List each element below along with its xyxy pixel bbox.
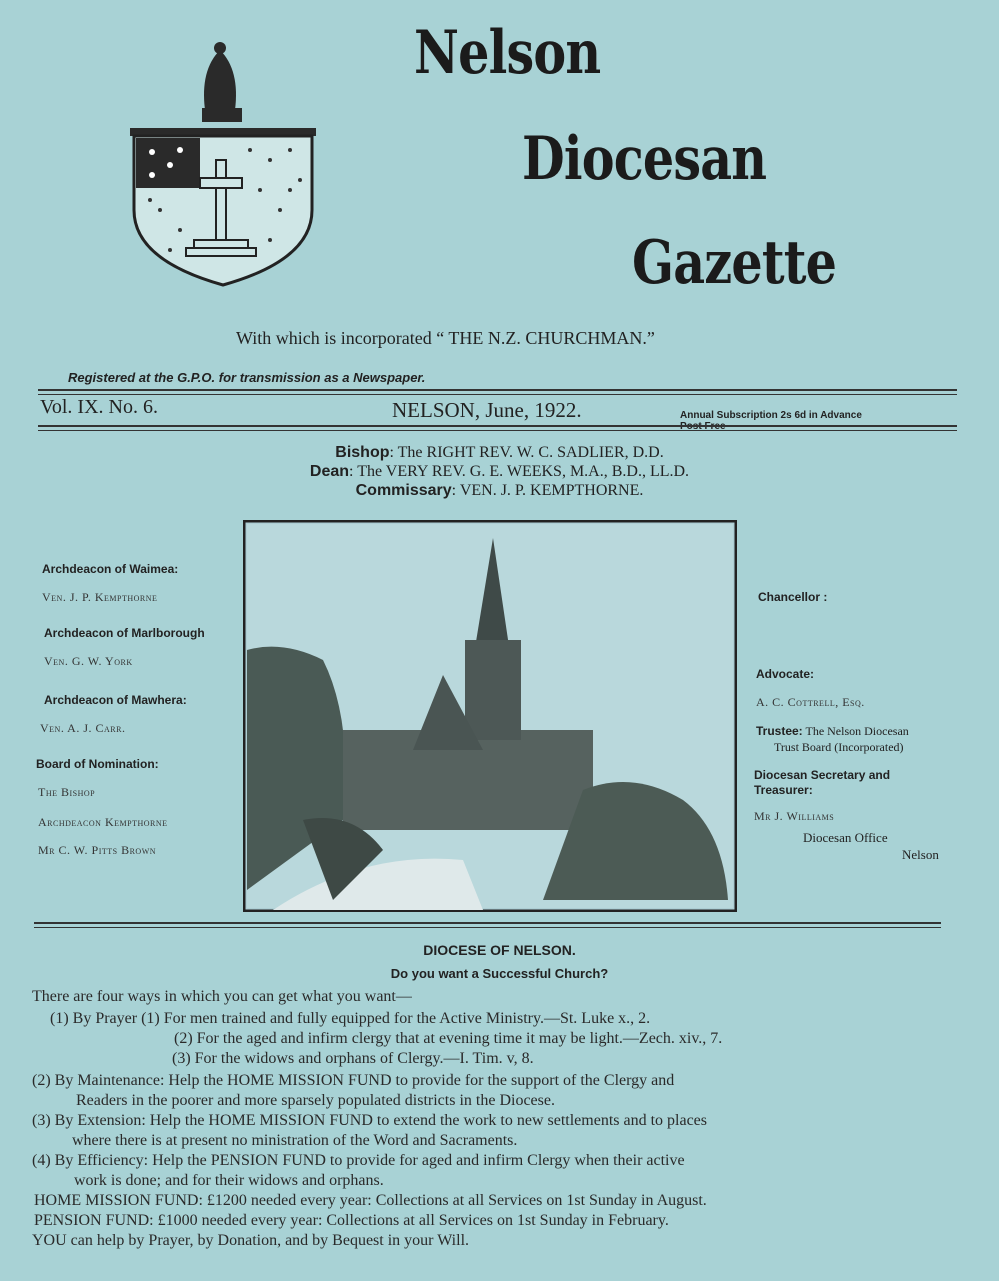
office: Diocesan Office — [803, 830, 888, 845]
name: Ven. G. W. York — [44, 654, 133, 668]
article-line: HOME MISSION FUND: £1200 needed every year: Collections at all Services on 1st Sunday in August. — [34, 1192, 707, 1209]
officer-name: The RIGHT REV. W. C. SADLIER, D.D. — [397, 444, 664, 461]
officers-block — [0, 443, 999, 500]
article-line: (3) For the widows and orphans of Clergy.—I. Tim. v, 8. — [172, 1050, 534, 1067]
name: Ven. J. P. Kempthorne — [42, 590, 158, 604]
article-line: where there is at present no ministration of the Word and Sacraments. — [72, 1132, 518, 1149]
article-line: There are four ways in which you can get what you want— — [32, 988, 412, 1005]
divider — [38, 389, 957, 395]
article-subheading: Do you want a Successful Church? — [390, 966, 609, 981]
article-line: (2) By Maintenance: Help the HOME MISSION FUND to provide for the support of the Clergy and — [32, 1072, 675, 1089]
divider — [34, 922, 941, 928]
label-trustee: Trustee: — [756, 724, 803, 738]
officer-name: VEN. J. P. KEMPTHORNE. — [459, 482, 644, 499]
incorporated-note: With which is incorporated “ THE N.Z. CHURCHMAN.” — [236, 328, 655, 348]
officer-name: The VERY REV. G. E. WEEKS, M.A., B.D., LL.D. — [357, 463, 690, 480]
article-line: (2) For the aged and infirm clergy that at evening time it may be light.—Zech. xiv., 7. — [174, 1030, 723, 1047]
label-archdeacon-waimea: Archdeacon of Waimea: — [42, 562, 179, 576]
label-archdeacon-mawhera: Archdeacon of Mawhera: — [44, 693, 187, 707]
title-line-2: Diocesan — [522, 124, 767, 194]
subscription: Annual Subscription 2s 6d in Advance — [680, 410, 862, 421]
article-line: (3) By Extension: Help the HOME MISSION FUND to extend the work to new settlements and to places — [32, 1112, 708, 1129]
article-line: (1) By Prayer (1) For men trained and fully equipped for the Active Ministry.—St. Luke x., 2. — [50, 1010, 651, 1027]
divider — [38, 425, 957, 431]
officer-bishop: Bishop: The RIGHT REV. W. C. SADLIER, D.D. — [335, 444, 664, 461]
trustee-name: The Nelson Diocesan — [805, 724, 909, 738]
title-line-1: Nelson — [414, 18, 601, 88]
article-line: Readers in the poorer and more sparsely populated districts in the Diocese. — [76, 1092, 555, 1109]
label-secretary: Diocesan Secretary and — [754, 768, 891, 782]
name: Mr C. W. Pitts Brown — [38, 843, 157, 857]
label-board-of-nomination: Board of Nomination: — [36, 757, 159, 771]
label-chancellor: Chancellor : — [758, 590, 828, 604]
dateline: NELSON, June, 1922. — [392, 398, 582, 422]
trustee — [756, 724, 909, 739]
label-advocate: Advocate: — [756, 667, 815, 681]
secretary-name: Mr J. Williams — [754, 809, 835, 823]
trustee-name-2: Trust Board (Incorporated) — [774, 740, 904, 754]
officer-role: Commissary — [355, 482, 452, 499]
article-line: (4) By Efficiency: Help the PENSION FUND to provide for aged and infirm Clergy when their active — [32, 1152, 685, 1169]
name: Archdeacon Kempthorne — [38, 815, 168, 829]
registered-note: Registered at the G.P.O. for transmission as a Newspaper. — [68, 370, 426, 385]
officer-dean: Dean: The VERY REV. G. E. WEEKS, M.A., B.D., LL.D. — [309, 463, 690, 480]
article-line: PENSION FUND: £1000 needed every year: Collections at all Services on 1st Sunday in February. — [34, 1212, 669, 1229]
advocate-name: A. C. Cottrell, Esq. — [756, 695, 865, 709]
officer-role: Bishop — [335, 444, 390, 461]
name: The Bishop — [38, 785, 96, 799]
post-free: Post Free — [680, 421, 726, 432]
office-place: Nelson — [902, 847, 939, 862]
article-line: YOU can help by Prayer, by Donation, and by Bequest in your Will. — [32, 1232, 470, 1249]
volume-number: Vol. IX. No. 6. — [40, 396, 158, 418]
label-archdeacon-marlborough: Archdeacon of Marlborough — [44, 626, 205, 640]
label-treasurer: Treasurer: — [754, 783, 813, 797]
title-line-3: Gazette — [632, 228, 837, 298]
diocesan-crest-icon — [130, 40, 316, 288]
name: Ven. A. J. Carr. — [40, 721, 126, 735]
officer-commissary: Commissary: VEN. J. P. KEMPTHORNE. — [355, 482, 644, 499]
article-line: work is done; and for their widows and orphans. — [74, 1172, 384, 1189]
article-heading: DIOCESE OF NELSON. — [423, 942, 576, 958]
cathedral-photo — [243, 520, 737, 912]
officer-role: Dean — [309, 463, 350, 480]
